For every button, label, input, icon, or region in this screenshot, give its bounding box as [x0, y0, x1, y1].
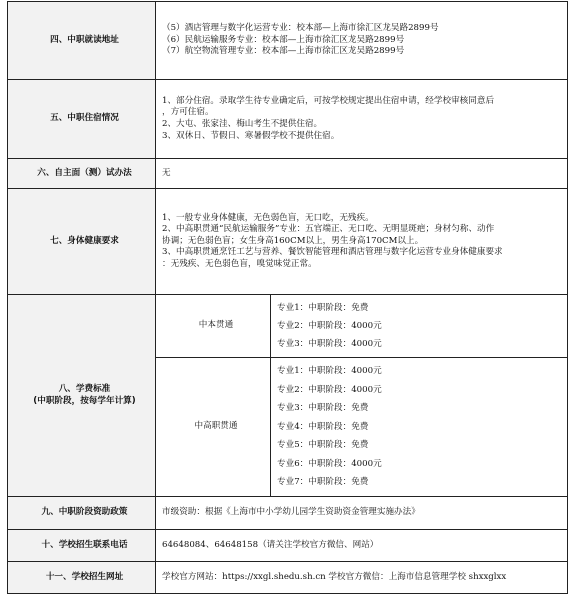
contact-phone-content: 64648084、64648158（请关注学校官方微信、网站）: [156, 530, 568, 562]
interview-content: 无: [156, 159, 568, 189]
program-fees: [271, 295, 568, 358]
row-website: [8, 562, 568, 594]
accommodation-line: 1、部分住宿。录取学生待专业确定后，可按学校规定提出住宿申请，经学校审核同意后: [162, 95, 495, 106]
enrollment-info-table: [7, 1, 568, 594]
row-contact-phone: [8, 530, 568, 562]
fee-item: 专业3：中职阶段：免费: [277, 403, 369, 414]
address-line: （6）民航运输服务专业：校本部—上海市徐汇区龙吴路2899号: [162, 34, 405, 45]
accommodation-line: 2、大屯、张家洼、梅山考生不提供住宿。: [162, 119, 323, 129]
row-tuition-group1: [8, 295, 568, 358]
tuition-label-title: 八、学费标准: [58, 383, 111, 394]
accommodation-line: 3、双休日、节假日、寒暑假学校不提供住宿。: [162, 130, 340, 141]
health-line: ：无残疾、无色弱色盲，嗅觉味觉正常。: [162, 258, 317, 269]
row-study-address: [8, 2, 568, 80]
funding-policy-content: 市级资助：根据《上海市中小学幼儿园学生资助资金管理实施办法》: [156, 497, 568, 530]
program-group-name: 中高职贯通: [156, 358, 271, 497]
label-funding-policy: 九、中职阶段资助政策: [8, 497, 156, 530]
accommodation-content: [156, 80, 568, 159]
health-line: 3、中高职贯通烹饪工艺与营养、餐饮智能管理和酒店管理与数字化运营专业身体健康要求: [162, 247, 503, 258]
label-health-requirements: 七、身体健康要求: [8, 189, 156, 295]
fee-item: 专业1：中职阶段：4000元: [277, 366, 382, 377]
health-line: 2、中高职贯通“民航运输服务”专业：五官端正、无口吃、无明显斑疤；身材匀称、动作: [162, 224, 495, 235]
fee-item: 专业2：中职阶段：4000元: [277, 320, 382, 331]
health-line: 1、一般专业身体健康，无色弱色盲，无口吃，无残疾。: [162, 212, 374, 223]
address-line: （5）酒店管理与数字化运营专业：校本部—上海市徐汇区龙吴路2899号: [162, 23, 439, 34]
label-tuition: [8, 295, 156, 497]
fee-item: 专业1：中职阶段：免费: [277, 302, 369, 313]
label-study-address: 四、中职就读地址: [8, 2, 156, 80]
website-content[interactable]: 学校官方网站：https://xxgl.shedu.sh.cn 学校官方微信：上海市信息管理学校 shxxglxx: [156, 562, 568, 594]
health-requirements-content: [156, 189, 568, 295]
fee-item: 专业2：中职阶段：4000元: [277, 384, 382, 395]
row-accommodation: [8, 80, 568, 159]
tuition-label-note: (中职阶段，按每学年计算): [33, 395, 136, 406]
fee-item: 专业6：中职阶段：4000元: [277, 458, 382, 469]
row-interview: [8, 159, 568, 189]
program-fees: [271, 358, 568, 497]
label-accommodation: 五、中职住宿情况: [8, 80, 156, 159]
health-line: 协调；无色弱色盲；女生身高160CM以上，男生身高170CM以上。: [162, 235, 424, 246]
fee-item: 专业7：中职阶段：免费: [277, 477, 369, 488]
fee-item: 专业5：中职阶段：免费: [277, 440, 369, 451]
label-contact-phone: 十、学校招生联系电话: [8, 530, 156, 562]
fee-item: 专业4：中职阶段：免费: [277, 421, 369, 432]
address-line: （7）航空物流管理专业：校本部—上海市徐汇区龙吴路2899号: [162, 46, 405, 57]
row-health-requirements: [8, 189, 568, 295]
row-funding-policy: [8, 497, 568, 530]
label-interview: 六、自主面（测）试办法: [8, 159, 156, 189]
fee-item: 专业3：中职阶段：4000元: [277, 339, 382, 350]
study-address-content: [156, 2, 568, 80]
program-group-name: 中本贯通: [156, 295, 271, 358]
label-website: 十一、学校招生网址: [8, 562, 156, 594]
accommodation-line: ，方可住宿。: [162, 107, 214, 118]
